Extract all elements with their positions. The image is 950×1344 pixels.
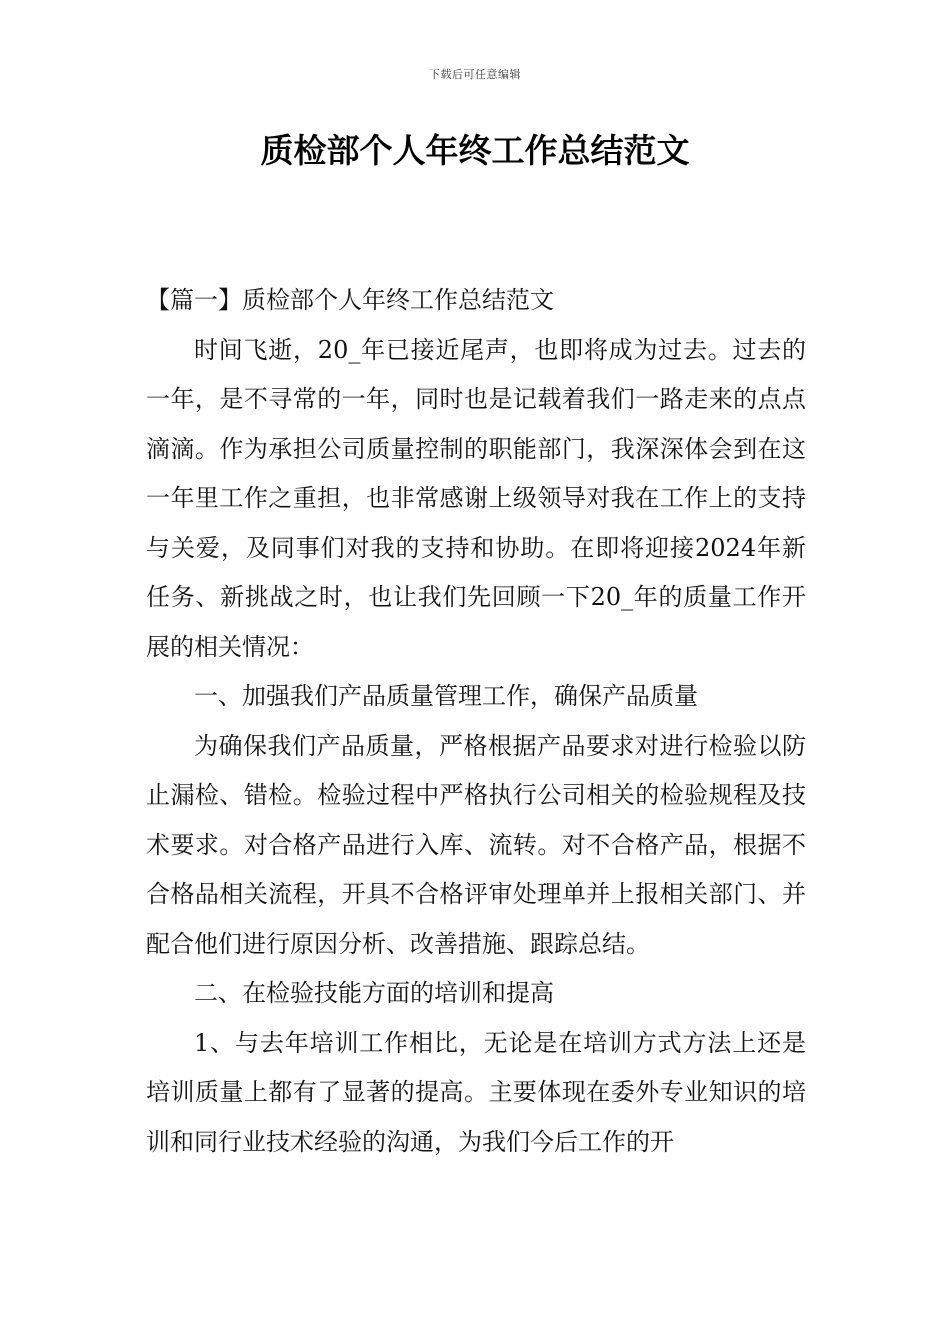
body-paragraph: 为确保我们产品质量，严格根据产品要求对进行检验以防止漏检、错检。检验过程中严格执行公司相关的检验规程及技术要求。对合格产品进行入库、流转。对不合格产品，根据不合格品相关流程，开具不合格评审处理单并上报相关部门、并配合他们进行原因分析、改善措施、跟踪总结。 <box>146 731 806 958</box>
document-title: 质检部个人年终工作总结范文 <box>260 131 690 170</box>
subsection-heading: 二、在检验技能方面的培训和提高 <box>194 979 554 1007</box>
section-heading: 【篇一】质检部个人年终工作总结范文 <box>146 286 554 314</box>
document-body <box>146 276 806 1167</box>
header-note: 下载后可任意编辑 <box>429 68 521 81</box>
body-paragraph: 1、与去年培训工作相比，无论是在培训方式方法上还是培训质量上都有了显著的提高。主要体现在委外专业知识的培训和同行业技术经验的沟通，为我们今后工作的开 <box>146 1028 806 1156</box>
body-paragraph: 时间飞逝，20_年已接近尾声，也即将成为过去。过去的一年，是不寻常的一年，同时也是记载着我们一路走来的点点滴滴。作为承担公司质量控制的职能部门，我深深体会到在这一年里工作之重担，也非常感谢上级领导对我在工作上的支持与关爱，及同事们对我的支持和协助。在即将迎接2024年新任务、新挑战之时，也让我们先回顾一下20_年的质量工作开展的相关情况： <box>146 335 806 661</box>
subsection-heading: 一、加强我们产品质量管理工作，确保产品质量 <box>194 682 698 710</box>
